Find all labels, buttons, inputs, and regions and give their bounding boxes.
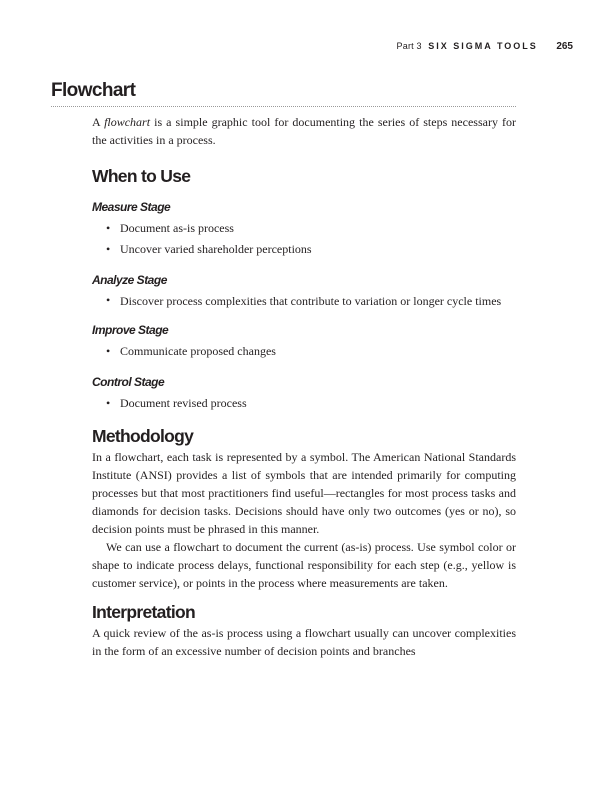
when-to-use-heading: When to Use [92,166,191,186]
list-item-text: Communicate proposed changes [120,344,276,358]
control-bullet-list [92,393,516,414]
page-body [92,113,516,660]
measure-bullet-list [92,218,516,260]
bullet-icon: • [106,293,111,307]
methodology-text [92,448,516,592]
list-item-text: Document as-is process [120,221,234,235]
list-item [92,393,516,414]
methodology-heading: Methodology [92,426,194,446]
interpretation-heading: Interpretation [92,602,195,622]
bullet-icon: • [106,396,111,410]
title-divider [51,106,516,107]
stage-heading-analyze: Analyze Stage [92,273,167,287]
intro-prefix: A [92,115,105,129]
intro-paragraph [92,113,516,149]
section-label: SIX SIGMA TOOLS [428,41,538,51]
stage-heading-improve: Improve Stage [92,323,169,337]
methodology-paragraph: In a flowchart, each task is represented by a symbol. The American National Standards Institute (ANSI) provides a list of symbols that are intended primarily for computing processes but that most practitioners find useful—rectangles for most process tasks and diamonds for decision tasks. Decisions should have only two outcomes (yes or no), so decision points must be phrased in this manner. [92,450,516,536]
running-head [397,41,573,52]
bullet-icon: • [106,242,111,256]
list-item [92,341,516,362]
list-item-text: Discover process complexities that contribute to variation or longer cycle times [120,294,502,308]
part-label: Part 3 [396,41,422,51]
stage-heading-control: Control Stage [92,375,165,389]
list-item [92,291,516,310]
interpretation-paragraph: A quick review of the as-is process using a flowchart usually can uncover complexities in the form of an excessive number of decision points and branches [92,626,516,658]
list-item [92,218,516,239]
list-item-text: Uncover varied shareholder perceptions [120,242,312,256]
interpretation-text [92,624,516,660]
stage-heading-measure: Measure Stage [92,200,171,214]
analyze-bullet-list [92,291,516,310]
bullet-icon: • [106,344,111,358]
bullet-icon: • [106,221,111,235]
improve-bullet-list [92,341,516,362]
chapter-title: Flowchart [51,80,136,101]
intro-term: flowchart [104,115,151,129]
methodology-paragraph: We can use a flowchart to document the current (as-is) process. Use symbol color or shape to indicate process delays, functional responsibility for each step (e.g., yellow is customer service), or points in the process where measurements are taken. [92,540,516,590]
page-number: 265 [556,41,573,52]
intro-text: is a simple graphic tool for documenting the series of steps necessary for the activities in a process. [92,115,516,147]
list-item [92,239,516,260]
list-item-text: Document revised process [120,396,247,410]
